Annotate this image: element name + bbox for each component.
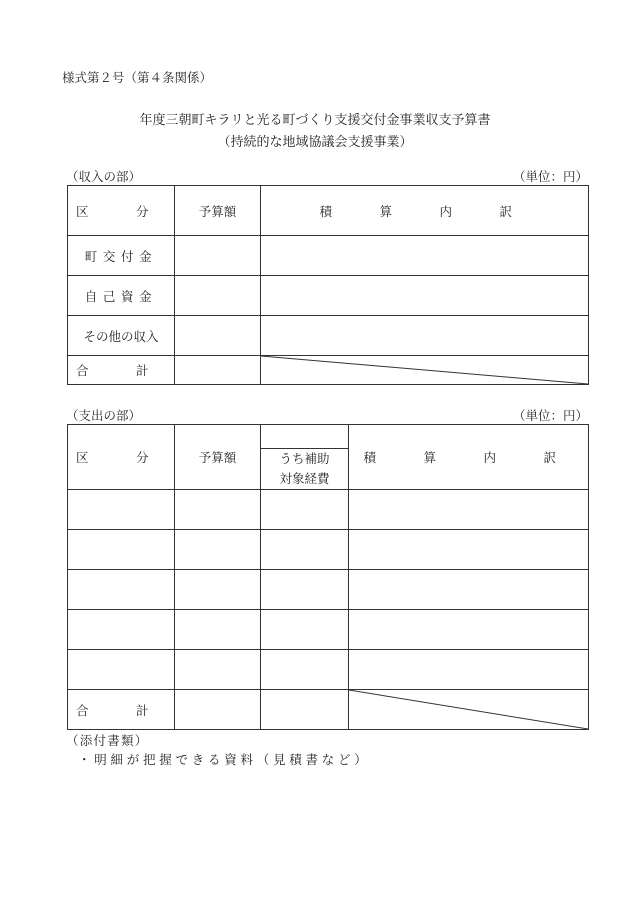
income-category-cell: その他の収入 (68, 316, 175, 356)
attachment-item: ・明細が把握できる資料（見積書など） (78, 752, 371, 767)
expense-breakdown-cell[interactable] (349, 530, 589, 570)
expense-category-cell[interactable] (68, 570, 175, 610)
expense-total-row (68, 690, 589, 730)
income-total-breakdown-diagonal (261, 356, 589, 385)
expense-header-subsidy (261, 449, 349, 490)
income-category-cell: 町交付金 (68, 236, 175, 276)
income-budget-cell[interactable] (175, 276, 261, 316)
income-row-other-income (68, 316, 589, 356)
expense-row (68, 490, 589, 530)
expense-budget-cell[interactable] (175, 490, 261, 530)
expense-header-breakdown: 積 算 内 訳 (349, 425, 589, 490)
expense-header-budget: 予算額 (175, 425, 261, 490)
expense-breakdown-cell[interactable] (349, 610, 589, 650)
expense-budget-cell[interactable] (175, 610, 261, 650)
expense-total-breakdown-diagonal (349, 690, 589, 730)
income-row-town-grant (68, 236, 589, 276)
income-breakdown-cell[interactable] (261, 236, 589, 276)
expense-breakdown-cell[interactable] (349, 570, 589, 610)
document-subtitle: （持続的な地域協議会支援事業） (217, 135, 413, 150)
expense-subsidy-cell[interactable] (261, 650, 349, 690)
income-breakdown-cell[interactable] (261, 276, 589, 316)
expense-row (68, 570, 589, 610)
expense-category-cell[interactable] (68, 530, 175, 570)
income-section-label: （収入の部） (66, 169, 142, 184)
subsidy-label-line1: うち補助 (279, 451, 330, 466)
expense-total-label: 合 計 (68, 690, 175, 730)
income-header-category: 区 分 (68, 186, 175, 236)
expense-budget-cell[interactable] (175, 650, 261, 690)
income-unit-label: （単位：円） (512, 169, 588, 184)
expense-subsidy-cell[interactable] (261, 490, 349, 530)
income-total-label: 合 計 (68, 356, 175, 385)
income-total-budget-cell[interactable] (175, 356, 261, 385)
expense-total-budget-cell[interactable] (175, 690, 261, 730)
income-total-row (68, 356, 589, 385)
expense-row (68, 650, 589, 690)
form-number: 様式第２号（第４条関係） (62, 70, 213, 85)
expense-unit-label: （単位：円） (512, 408, 588, 423)
subsidy-label-line2: 対象経費 (279, 471, 330, 486)
expense-budget-cell[interactable] (175, 570, 261, 610)
diagonal-line (349, 690, 588, 729)
income-category-cell: 自己資金 (68, 276, 175, 316)
expense-header-subsidy-spacer (261, 425, 349, 449)
income-header-breakdown: 積 算 内 訳 (261, 186, 589, 236)
income-header-row (68, 186, 589, 236)
expense-header-category: 区 分 (68, 425, 175, 490)
expense-total-subsidy-cell[interactable] (261, 690, 349, 730)
expense-header-row (68, 425, 589, 449)
expense-subsidy-cell[interactable] (261, 530, 349, 570)
expense-category-cell[interactable] (68, 490, 175, 530)
expense-category-cell[interactable] (68, 610, 175, 650)
income-budget-cell[interactable] (175, 316, 261, 356)
income-table (67, 185, 589, 385)
document-title: 年度三朝町キラリと光る町づくり支援交付金事業収支予算書 (139, 113, 491, 128)
attachments-heading: （添付書類） (66, 733, 149, 748)
expense-table (67, 424, 589, 730)
expense-row (68, 530, 589, 570)
expense-budget-cell[interactable] (175, 530, 261, 570)
expense-breakdown-cell[interactable] (349, 490, 589, 530)
expense-row (68, 610, 589, 650)
income-row-own-funds (68, 276, 589, 316)
expense-breakdown-cell[interactable] (349, 650, 589, 690)
income-breakdown-cell[interactable] (261, 316, 589, 356)
expense-section-label: （支出の部） (66, 408, 142, 423)
diagonal-line (261, 356, 588, 384)
expense-subsidy-cell[interactable] (261, 570, 349, 610)
income-header-budget: 予算額 (175, 186, 261, 236)
expense-category-cell[interactable] (68, 650, 175, 690)
expense-subsidy-cell[interactable] (261, 610, 349, 650)
income-budget-cell[interactable] (175, 236, 261, 276)
